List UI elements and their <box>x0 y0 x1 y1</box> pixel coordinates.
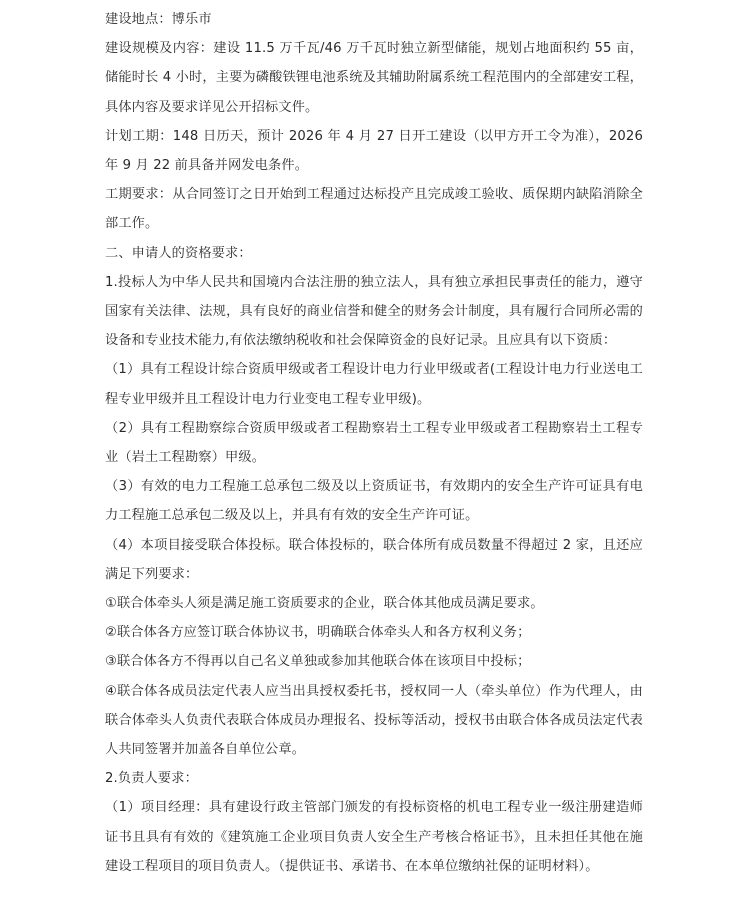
construction-location: 建设地点：博乐市 <box>105 12 212 27</box>
qualification-item-3: （3）有效的电力工程施工总承包二级及以上资质证书，有效期内的安全生产许可证具有电力工程施工总承包二级及以上，并具有有效的安全生产许可证。 <box>105 479 643 524</box>
bidder-requirement-1: 1.投标人为中华人民共和国境内合法注册的独立法人，具有独立承担民事责任的能力，遵守国家有关法律、法规，具有良好的商业信誉和健全的财务会计制度，具有履行合同所必需的设备和专业技术能力,有依法缴纳税收和社会保障资金的良好记录。且应具有以下资质： <box>105 274 643 349</box>
planned-duration: 计划工期：148 日历天，预计 2026 年 4 月 27 日开工建设（以甲方开工令为准），2026 年 9 月 22 前具备并网发电条件。 <box>105 128 643 174</box>
qualification-item-1: （1）具有工程设计综合资质甲级或者工程设计电力行业甲级或者(工程设计电力行业送电工程专业甲级并且工程设计电力行业变电工程专业甲级)。 <box>105 362 643 407</box>
consortium-rule-2: ②联合体各方应签订联合体协议书，明确联合体牵头人和各方权利义务； <box>105 625 531 641</box>
qualification-item-2: （2）具有工程勘察综合资质甲级或者工程勘察岩土工程专业甲级或者工程勘察岩土工程专业（岩土工程勘察）甲级。 <box>105 420 643 466</box>
document-body <box>105 5 643 881</box>
duration-requirement: 工期要求：从合同签订之日开始到工程通过达标投产且完成竣工验收、质保期内缺陷消除全部工作。 <box>105 187 643 232</box>
construction-scale-and-content: 建设规模及内容：建设 11.5 万千瓦/46 万千瓦时独立新型储能，规划占地面积约 55 亩，储能时长 4 小时，主要为磷酸铁锂电池系统及其辅助附属系统工程范围内的全部建安工程，具体内容及要求详见公开招标文件。 <box>105 41 643 115</box>
section-heading-qualifications: 二、申请人的资格要求： <box>105 245 252 261</box>
qualification-item-4: （4）本项目接受联合体投标。联合体投标的，联合体所有成员数量不得超过 2 家，且还应满足下列要求： <box>105 537 643 582</box>
consortium-rule-3: ③联合体各方不得再以自己名义单独或参加其他联合体在该项目中投标； <box>105 654 531 670</box>
consortium-rule-1: ①联合体牵头人须是满足施工资质要求的企业，联合体其他成员满足要求。 <box>105 596 544 612</box>
consortium-rule-4: ④联合体各成员法定代表人应当出具授权委托书，授权同一人（牵头单位）作为代理人，由联合体牵头人负责代表联合体成员办理报名、投标等活动，授权书由联合体各成员法定代表人共同签署并加盖各自单位公章。 <box>105 683 643 758</box>
section-heading-responsible-person: 2.负责人要求： <box>105 771 198 787</box>
project-manager-requirement: （1）项目经理：具有建设行政主管部门颁发的有投标资格的机电工程专业一级注册建造师证书且具有有效的《建筑施工企业项目负责人安全生产考核合格证书》，且未担任其他在施建设工程项目的项目负责人。（提供证书、承诺书、在本单位缴纳社保的证明材料）。 <box>105 800 643 874</box>
